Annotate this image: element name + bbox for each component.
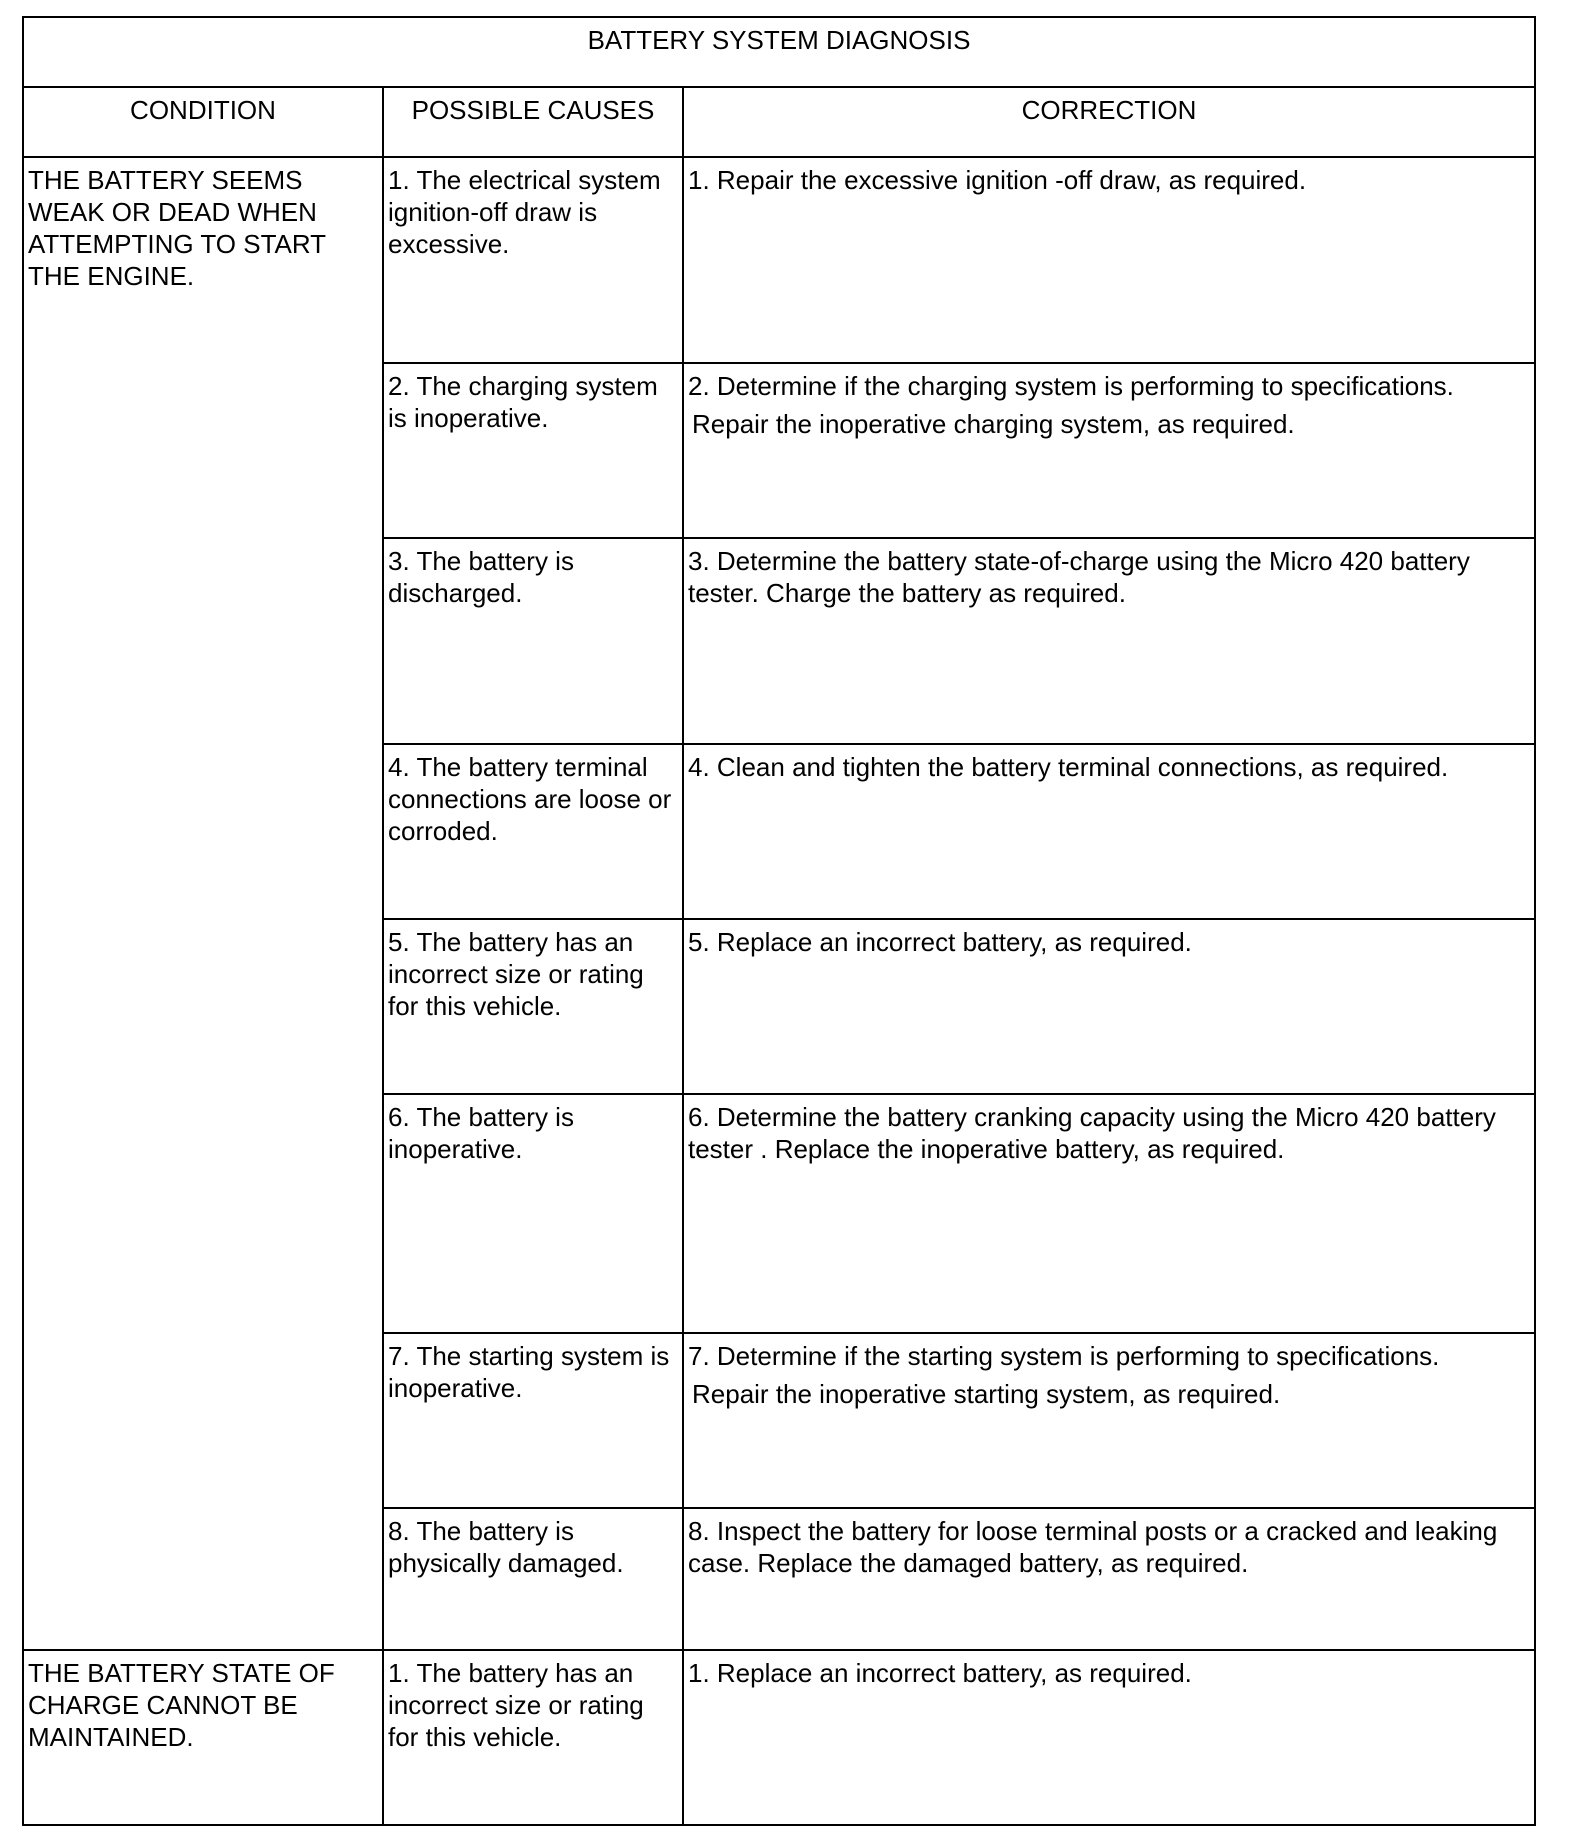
cause-cell: 1. The battery has an incorrect size or rating for this vehicle.: [383, 1650, 683, 1825]
cause-cell: 8. The battery is physically damaged.: [383, 1508, 683, 1650]
correction-text-extra: Repair the inoperative starting system, as required.: [692, 1379, 1281, 1409]
table-title: BATTERY SYSTEM DIAGNOSIS: [23, 17, 1535, 87]
correction-cell: [683, 157, 1535, 363]
correction-cell: [683, 744, 1535, 919]
cause-cell: 3. The battery is discharged.: [383, 538, 683, 744]
cause-cell: 5. The battery has an incorrect size or rating for this vehicle.: [383, 919, 683, 1094]
correction-text: 3. Determine the battery state-of-charge using the Micro 420 battery tester. Charge the battery as required.: [688, 546, 1470, 608]
title-row: [23, 17, 1535, 87]
correction-text-extra: Repair the inoperative charging system, as required.: [692, 409, 1295, 439]
header-row: [23, 87, 1535, 157]
correction-text: 4. Clean and tighten the battery terminal connections, as required.: [688, 752, 1449, 782]
correction-cell: [683, 1333, 1535, 1508]
cause-cell: 6. The battery is inoperative.: [383, 1094, 683, 1333]
correction-text: 2. Determine if the charging system is performing to specifications.: [688, 371, 1454, 401]
correction-text: 1. Repair the excessive ignition -off draw, as required.: [688, 165, 1307, 195]
correction-text: 6. Determine the battery cranking capacity using the Micro 420 battery tester . Replace the inoperative battery, as required.: [688, 1102, 1496, 1164]
cause-cell: 2. The charging system is inoperative.: [383, 363, 683, 538]
correction-cell: [683, 1508, 1535, 1650]
header-possible-causes: POSSIBLE CAUSES: [383, 87, 683, 157]
correction-cell: [683, 919, 1535, 1094]
cause-cell: 4. The battery terminal connections are loose or corroded.: [383, 744, 683, 919]
correction-text: 8. Inspect the battery for loose terminal posts or a cracked and leaking case. Replace the damaged battery, as required.: [688, 1516, 1498, 1578]
cause-cell: 7. The starting system is inoperative.: [383, 1333, 683, 1508]
condition-cell: THE BATTERY STATE OF CHARGE CANNOT BE MAINTAINED.: [23, 1650, 383, 1825]
correction-cell: [683, 538, 1535, 744]
cause-cell: 1. The electrical system ignition-off draw is excessive.: [383, 157, 683, 363]
correction-text: 5. Replace an incorrect battery, as required.: [688, 927, 1192, 957]
correction-cell: [683, 363, 1535, 538]
correction-cell: [683, 1094, 1535, 1333]
header-condition: CONDITION: [23, 87, 383, 157]
table-row: [23, 1650, 1535, 1825]
correction-text: 7. Determine if the starting system is performing to specifications.: [688, 1341, 1440, 1371]
correction-cell: [683, 1650, 1535, 1825]
diagnosis-table: [22, 16, 1536, 1826]
condition-cell: THE BATTERY SEEMS WEAK OR DEAD WHEN ATTEMPTING TO START THE ENGINE.: [23, 157, 383, 1650]
table-row: [23, 157, 1535, 363]
header-correction: CORRECTION: [683, 87, 1535, 157]
correction-text: 1. Replace an incorrect battery, as required.: [688, 1658, 1192, 1688]
